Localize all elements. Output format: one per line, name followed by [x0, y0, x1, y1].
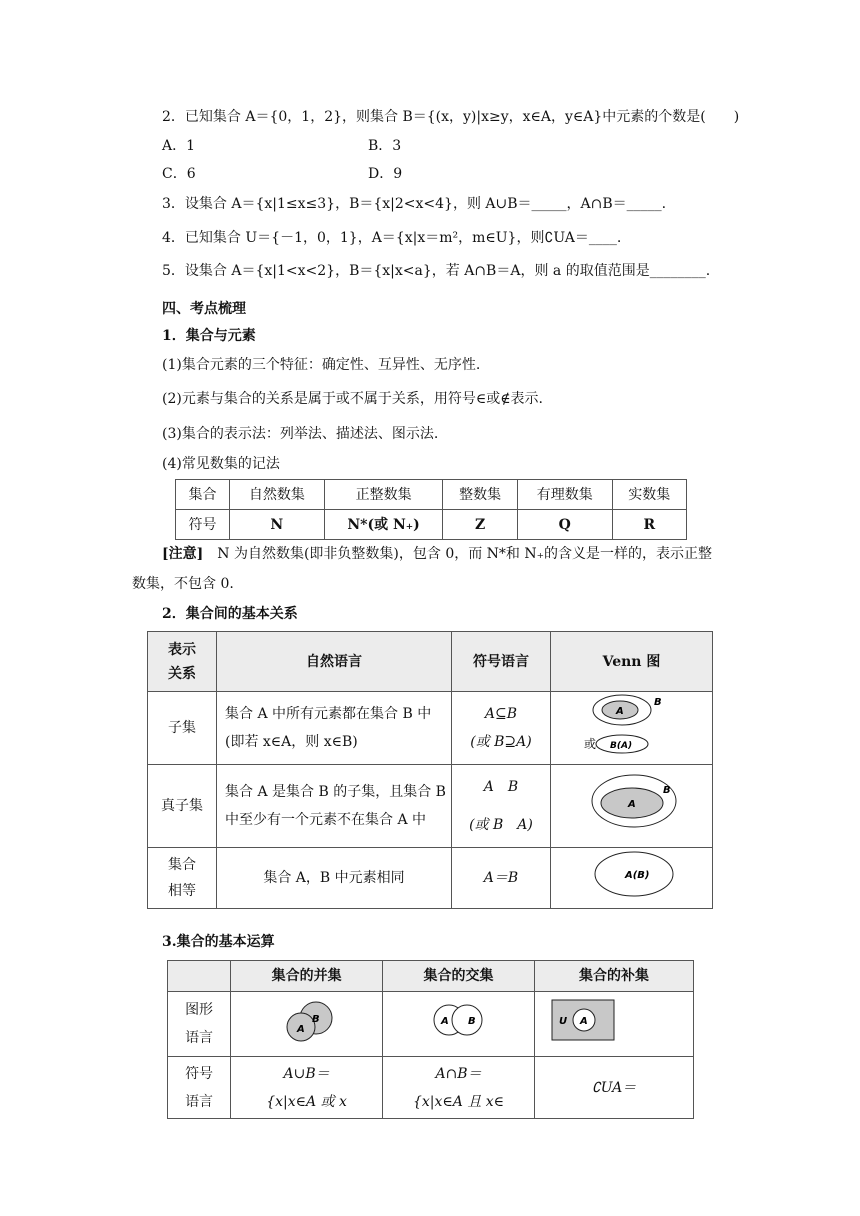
- label-b: B: [653, 697, 662, 708]
- row-subset-symbol: A⊆B (或 B⊇A): [452, 692, 551, 765]
- row-proper-subset-natural: 集合 A 是集合 B 的子集，且集合 B 中至少有一个元素不在集合 A 中: [217, 765, 452, 848]
- heading-2: 2．集合间的基本关系: [162, 606, 298, 622]
- row-subset-name: 子集: [148, 692, 217, 765]
- label-u: U: [559, 1016, 568, 1027]
- label-a: A: [440, 1016, 449, 1027]
- option-b: B．3: [368, 138, 402, 154]
- cell: 有理数集: [517, 480, 612, 510]
- problem-2: 2．已知集合 A＝{0，1，2}，则集合 B＝{(x，y)|x≥y，x∈A，y∈A}中元素的个数是( ): [162, 109, 740, 125]
- header-natural: 自然语言: [217, 632, 452, 692]
- header-union: 集合的并集: [231, 961, 383, 992]
- venn-union: [237, 992, 377, 1048]
- note-line-2: 数集，不包含 0.: [132, 576, 234, 592]
- label-a: A: [296, 1024, 305, 1035]
- problem-5: 5．设集合 A＝{x|1<x<2}，B＝{x|x<a}，若 A∩B＝A，则 a 的取值范围是________.: [162, 263, 711, 279]
- label-a: A: [627, 799, 636, 810]
- label-b: B: [467, 1016, 476, 1027]
- option-c: C．6: [162, 166, 196, 182]
- cell: 自然数集: [229, 480, 324, 510]
- header-venn: Venn 图: [551, 632, 713, 692]
- problem-3: 3．设集合 A＝{x|1≤x≤3}，B＝{x|2<x<4}，则 A∪B＝_____，A∩B＝_____.: [162, 196, 667, 212]
- cell: 集合: [176, 480, 230, 510]
- cell: Z: [443, 510, 517, 540]
- relations-table: [147, 631, 713, 909]
- note-text: N 为自然数集(即非负整数集)，包含 0，而 N*和 N₊的含义是一样的，表示正整: [217, 546, 713, 562]
- item-2: (2)元素与集合的关系是属于或不属于关系，用符号∈或∉表示.: [162, 391, 544, 407]
- row-proper-subset-name: 真子集: [148, 765, 217, 848]
- intersection-graph: [383, 992, 535, 1057]
- cell: 整数集: [443, 480, 517, 510]
- item-3: (3)集合的表示法：列举法、描述法、图示法.: [162, 426, 439, 442]
- cell: Q: [517, 510, 612, 540]
- option-a: A．1: [162, 138, 196, 154]
- venn-subset: [557, 692, 707, 756]
- note-label: [注意]: [162, 546, 204, 562]
- option-d: D．9: [368, 166, 403, 182]
- row-equal-natural: 集合 A，B 中元素相同: [217, 848, 452, 909]
- row-equal-name: 集合 相等: [148, 848, 217, 909]
- venn-proper-subset: [557, 765, 707, 839]
- row-equal-symbol: A＝B: [452, 848, 551, 909]
- row-proper-subset-symbol: A B (或 B A): [452, 765, 551, 848]
- number-sets-table: [175, 479, 687, 540]
- item-4: (4)常见数集的记法: [162, 456, 280, 472]
- venn-complement: [539, 992, 689, 1048]
- cell: R: [612, 510, 686, 540]
- label-b: B: [662, 785, 671, 796]
- row-proper-subset-venn: [551, 765, 713, 848]
- row-symbol-name: 符号 语言: [168, 1057, 231, 1119]
- header-complement: 集合的补集: [535, 961, 694, 992]
- item-1: (1)集合元素的三个特征：确定性、互异性、无序性.: [162, 357, 481, 373]
- venn-equal: [557, 848, 707, 900]
- header-relation: 表示 关系: [148, 632, 217, 692]
- note-line-1: [162, 545, 712, 563]
- label-b: B: [311, 1014, 320, 1025]
- row-equal-venn: [551, 848, 713, 909]
- heading-3: 3.集合的基本运算: [162, 934, 275, 950]
- operations-table: [167, 960, 694, 1119]
- complement-graph: [535, 992, 694, 1057]
- heading-1: 1．集合与元素: [162, 328, 256, 344]
- label-a: A: [615, 706, 624, 717]
- cell: 正整数集: [324, 480, 443, 510]
- or-label: 或: [583, 737, 596, 751]
- problem-4: 4．已知集合 U＝{－1，0，1}，A＝{x|x＝m²，m∈U}，则∁UA＝____.: [162, 230, 622, 246]
- row-subset-natural: 集合 A 中所有元素都在集合 B 中 (即若 x∈A，则 x∈B): [217, 692, 452, 765]
- row-graph-name: 图形 语言: [168, 992, 231, 1057]
- label-a: A: [580, 1016, 588, 1027]
- cell: 符号: [176, 510, 230, 540]
- complement-symbol: ∁UA＝: [535, 1057, 694, 1119]
- header-intersection: 集合的交集: [383, 961, 535, 992]
- cell: N: [229, 510, 324, 540]
- header-symbol: 符号语言: [452, 632, 551, 692]
- cell: N*(或 N₊): [324, 510, 443, 540]
- venn-intersection: [389, 992, 529, 1048]
- row-subset-venn: [551, 692, 713, 765]
- section-title: 四、考点梳理: [162, 301, 246, 317]
- cell: 实数集: [612, 480, 686, 510]
- union-symbol: A∪B＝ {x|x∈A 或 x: [231, 1057, 383, 1119]
- intersection-symbol: A∩B＝ {x|x∈A 且 x∈: [383, 1057, 535, 1119]
- label-ba: B(A): [609, 741, 632, 751]
- union-graph: [231, 992, 383, 1057]
- label-ab: A(B): [624, 870, 650, 881]
- cell: [168, 961, 231, 992]
